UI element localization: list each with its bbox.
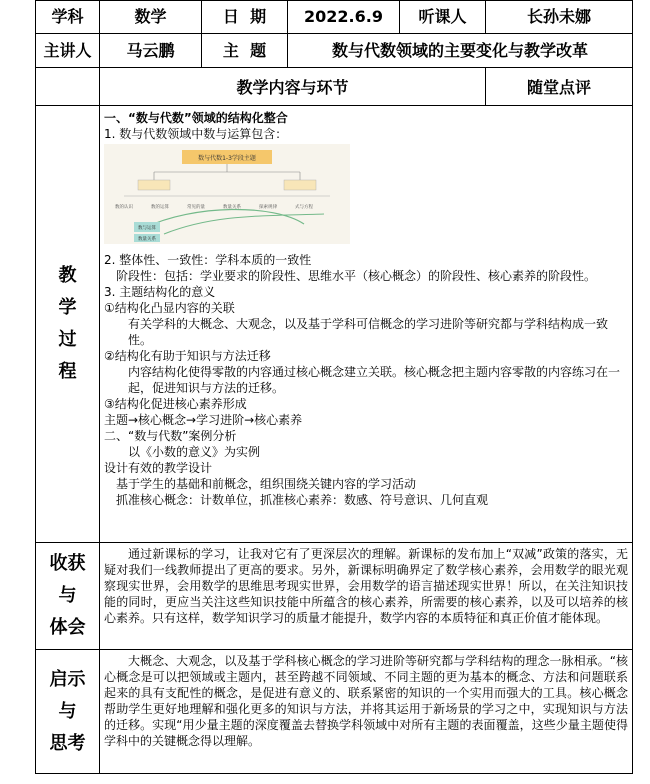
process-line: ②结构化有助于知识与方法迁移 bbox=[104, 349, 271, 363]
process-line: 有关学科的大概念、大观念，以及基于学科可信概念的学习进阶等研究都与学科结构成一致性。 bbox=[128, 317, 609, 347]
process-side-label bbox=[36, 106, 100, 543]
teaching-process-row bbox=[36, 106, 633, 543]
gains-side-char: 收获 bbox=[49, 553, 86, 574]
process-line: 一、“数与代数”领域的结构化整合 bbox=[104, 111, 288, 125]
diagram-node: 数量关系 bbox=[223, 205, 241, 210]
inspiration-text: 大概念、大观念，以及基于学科核心概念的学习进阶等研究都与学科结构的理念一脉相承。“核心概念是可以把领域或主题内，甚至跨越不同领域、不同主题的更为基本的概念、方法和问题联系起来的具有支配性的概念，是促进有意义的、联系紧密的知识的一个实用而强大的工具。核心概念帮助学生更好地理解和强化更多的知识与方法，并将其运用于新场景的学习之中，实现知识与方法的迁移。实现“用少量主题的深度覆盖去替换学科领域中对所有主题的表面覆盖，这些少量主题使得学科中的关键概念得以理解。 bbox=[100, 650, 633, 774]
process-line: ①结构化凸显内容的关联 bbox=[104, 301, 235, 315]
diagram-group-box bbox=[284, 180, 316, 190]
inspiration-side-label bbox=[36, 650, 100, 774]
subject-value: 数学 bbox=[100, 1, 202, 34]
process-line: 1. 数与代数领域中数与运算包含： bbox=[104, 127, 288, 141]
inspiration-side-char: 与 bbox=[58, 700, 77, 722]
date-label: 日 期 bbox=[202, 1, 288, 34]
topic-value: 数与代数领域的主要变化与教学改革 bbox=[288, 34, 633, 68]
structure-diagram bbox=[104, 144, 350, 244]
observation-record-table bbox=[35, 0, 633, 774]
process-line: ③结构化促进核心素养形成 bbox=[104, 397, 247, 411]
content-header: 教学内容与环节 bbox=[100, 68, 486, 106]
topic-label: 主 题 bbox=[202, 34, 288, 68]
diagram-group-box bbox=[138, 180, 170, 190]
diagram-bottom-label: 数与运算 bbox=[138, 226, 156, 231]
diagram-node: 数的认识 bbox=[115, 205, 133, 210]
inspiration-side-char: 启示 bbox=[49, 668, 86, 690]
process-line: 基于学生的基础和前概念，组织围绕关键内容的学习活动 bbox=[116, 477, 417, 491]
process-content bbox=[100, 106, 633, 543]
gains-row bbox=[36, 543, 633, 650]
process-line: 设计有效的教学设计 bbox=[104, 461, 213, 475]
header-row-2 bbox=[36, 34, 633, 68]
date-value: 2022.6.9 bbox=[288, 1, 400, 34]
diagram-node: 常见的量 bbox=[187, 205, 205, 210]
diagram-node: 式与方程 bbox=[295, 205, 313, 210]
gains-side-char: 与 bbox=[58, 585, 77, 606]
process-line: 主题→核心概念→学习进阶→核心素养 bbox=[104, 413, 303, 427]
process-side-char: 学 bbox=[58, 297, 77, 318]
process-line: 二、“数与代数”案例分析 bbox=[104, 429, 237, 443]
section-header-empty bbox=[36, 68, 100, 106]
process-side-char: 教 bbox=[58, 265, 77, 286]
subject-label: 学科 bbox=[36, 1, 100, 34]
diagram-node: 探索规律 bbox=[259, 205, 277, 210]
gains-side-char: 体会 bbox=[49, 617, 86, 638]
section-header-row bbox=[36, 68, 633, 106]
listener-value: 长孙未娜 bbox=[486, 1, 633, 34]
header-row-1 bbox=[36, 1, 633, 34]
listener-label: 听课人 bbox=[400, 1, 486, 34]
process-side-char: 程 bbox=[58, 361, 77, 382]
inspiration-side-char: 思考 bbox=[49, 732, 86, 754]
process-line: 内容结构化使得零散的内容通过核心概念建立关联。核心概念把主题内容零散的内容练习在一起，促进知识与方法的迁移。 bbox=[128, 365, 621, 395]
speaker-label: 主讲人 bbox=[36, 34, 100, 68]
speaker-value: 马云鹏 bbox=[100, 34, 202, 68]
process-line: 阶段性：包括：学业要求的阶段性、思维水平（核心概念）的阶段性、核心素养的阶段性。 bbox=[116, 269, 597, 283]
gains-side-label bbox=[36, 543, 100, 650]
process-line: 抓准核心概念：计数单位，抓准核心素养：数感、符号意识、几何直观 bbox=[116, 493, 489, 507]
gains-text: 通过新课标的学习，让我对它有了更深层次的理解。新课标的发布加上“双减”政策的落实，无疑对我们一线教师提出了更高的要求。另外，新课标明确界定了数学核心素养，会用数学的眼光观察现实世界，会用数学的思维思考现实世界，会用数学的语言描述现实世界！所以，在关注知识技能的同时，更应当关注这些知识技能中所蕴含的核心素养，所需要的核心素养，以及可以培养的核心素养。只有这样，数学知识学习的质量才能提升，数学内容的本质特征和真正价值才能体现。 bbox=[100, 543, 633, 650]
process-line: 以《小数的意义》为实例 bbox=[128, 445, 261, 459]
process-line: 3. 主题结构化的意义 bbox=[104, 285, 216, 299]
process-side-char: 过 bbox=[58, 329, 77, 350]
diagram-node: 数的运算 bbox=[151, 205, 169, 210]
process-line: 2. 整体性、一致性：学科本质的一致性 bbox=[104, 253, 312, 267]
diagram-title: 数与代数1-3学段主题 bbox=[198, 155, 256, 162]
diagram-bottom-label: 数量关系 bbox=[138, 237, 156, 242]
comment-header: 随堂点评 bbox=[486, 68, 633, 106]
inspiration-row bbox=[36, 650, 633, 774]
